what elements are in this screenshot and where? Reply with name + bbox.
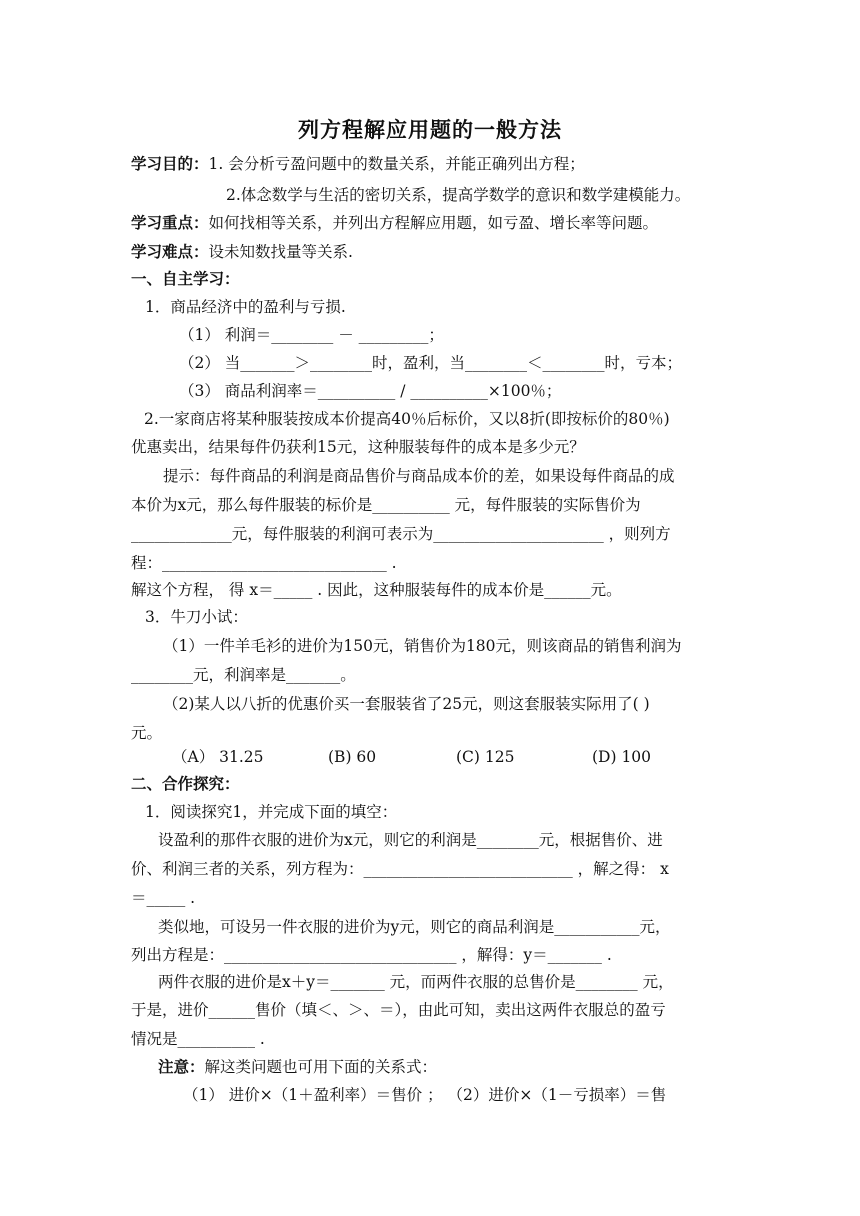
explore-para-3-line-2: 于是，进价______售价（填＜、＞、＝），由此可知，卖出这两件衣服总的盈亏 (131, 1001, 666, 1019)
explore-para-3-line-3: 情况是__________ . (131, 1030, 265, 1048)
page-title: 列方程解应用题的一般方法 (298, 117, 562, 142)
hint-line-4: 程：_____________________________ . (131, 554, 397, 572)
question-1-line-2: ________元，利润率是_______。 (131, 666, 356, 684)
objectives-text-1: 1. 会分析亏盈问题中的数量关系，并能正确列出方程； (208, 155, 585, 173)
difficulty-label: 学习难点： (131, 242, 209, 261)
hint-line-1: 提示：每件商品的利润是商品售价与商品成本价的差，如果设每件商品的成 (163, 467, 675, 485)
choice-option-b: (B) 60 (328, 748, 377, 766)
note-line (158, 1057, 437, 1077)
explore-para-1-line-3: ＝_____ . (131, 889, 196, 907)
section-1-item-1: 1．商品经济中的盈利与亏损. (145, 298, 346, 316)
question-2-line-1: （2)某人以八折的优惠价买一套服装省了25元，则这套服装实际用了( ) (163, 695, 650, 713)
key-point-text: 如何找相等关系，并列出方程解应用题，如亏盈、增长率等问题。 (208, 214, 659, 232)
note-label: 注意： (158, 1057, 205, 1076)
solve-line: 解这个方程， 得 x＝_____ . 因此，这种服装每件的成本价是______元。 (131, 581, 622, 599)
objectives-line-1 (131, 154, 585, 174)
problem-2-line-1: 2.一家商店将某种服装按成本价提高40％后标价，又以8折(即按标价的80％) (144, 410, 670, 428)
relation-formula-line: （1） 进价×（1＋盈利率）＝售价 ； （2）进价×（1－亏损率）＝售 (183, 1086, 667, 1104)
profit-formula-line: （1） 利润＝________ － _________； (179, 326, 444, 344)
explore-para-3-line-1: 两件衣服的进价是x＋y＝_______ 元，而两件衣服的总售价是________ 元， (158, 973, 674, 991)
explore-para-2-line-2: 列出方程是：______________________________ ，解得：y＝_______ . (131, 946, 612, 964)
section-1-item-3: 3．牛刀小试： (145, 608, 248, 626)
choice-option-a: （A） 31.25 (172, 748, 264, 766)
explore-para-2-line-1: 类似地，可设另一件衣服的进价为y元，则它的商品利润是___________元， (158, 918, 671, 936)
key-point-line (131, 213, 658, 233)
section-1-heading: 一、自主学习： (131, 269, 240, 288)
objectives-line-2: 2.体念数学与生活的密切关系，提高学数学的意识和数学建模能力。 (226, 186, 691, 204)
objectives-label: 学习目的： (131, 154, 209, 173)
choice-option-c: (C) 125 (456, 748, 515, 766)
problem-2-line-2: 优惠卖出，结果每件仍获利15元，这种服装每件的成本是多少元？ (131, 438, 585, 456)
difficulty-text: 设未知数找量等关系. (208, 243, 353, 261)
section-2-item-1: 1．阅读探究1，并完成下面的填空： (145, 803, 398, 821)
explore-para-1-line-2: 价、利润三者的关系，列方程为：___________________________ ，解之得： x (131, 860, 669, 878)
hint-line-2: 本价为x元，那么每件服装的标价是__________ 元，每件服装的实际售价为 (131, 496, 641, 514)
profit-rate-formula-line: （3） 商品利润率＝__________ / __________×100％； (179, 382, 562, 400)
hint-line-3: _____________元，每件服装的利润可表示为______________________ ，则列方 (131, 525, 671, 543)
choice-option-d: (D) 100 (592, 748, 652, 766)
profit-loss-condition-line: （2） 当_______＞________时，盈利，当________＜________时，亏本； (179, 354, 683, 372)
section-2-heading: 二、合作探究： (131, 774, 240, 793)
key-point-label: 学习重点： (131, 213, 209, 232)
difficulty-line (131, 242, 353, 262)
question-1-line-1: （1）一件羊毛衫的进价为150元，销售价为180元，则该商品的销售利润为 (163, 637, 682, 655)
note-text: 解这类问题也可用下面的关系式： (204, 1058, 438, 1076)
explore-para-1-line-1: 设盈利的那件衣服的进价为x元，则它的利润是________元，根据售价、进 (158, 831, 663, 849)
question-2-line-2: 元。 (131, 724, 163, 742)
